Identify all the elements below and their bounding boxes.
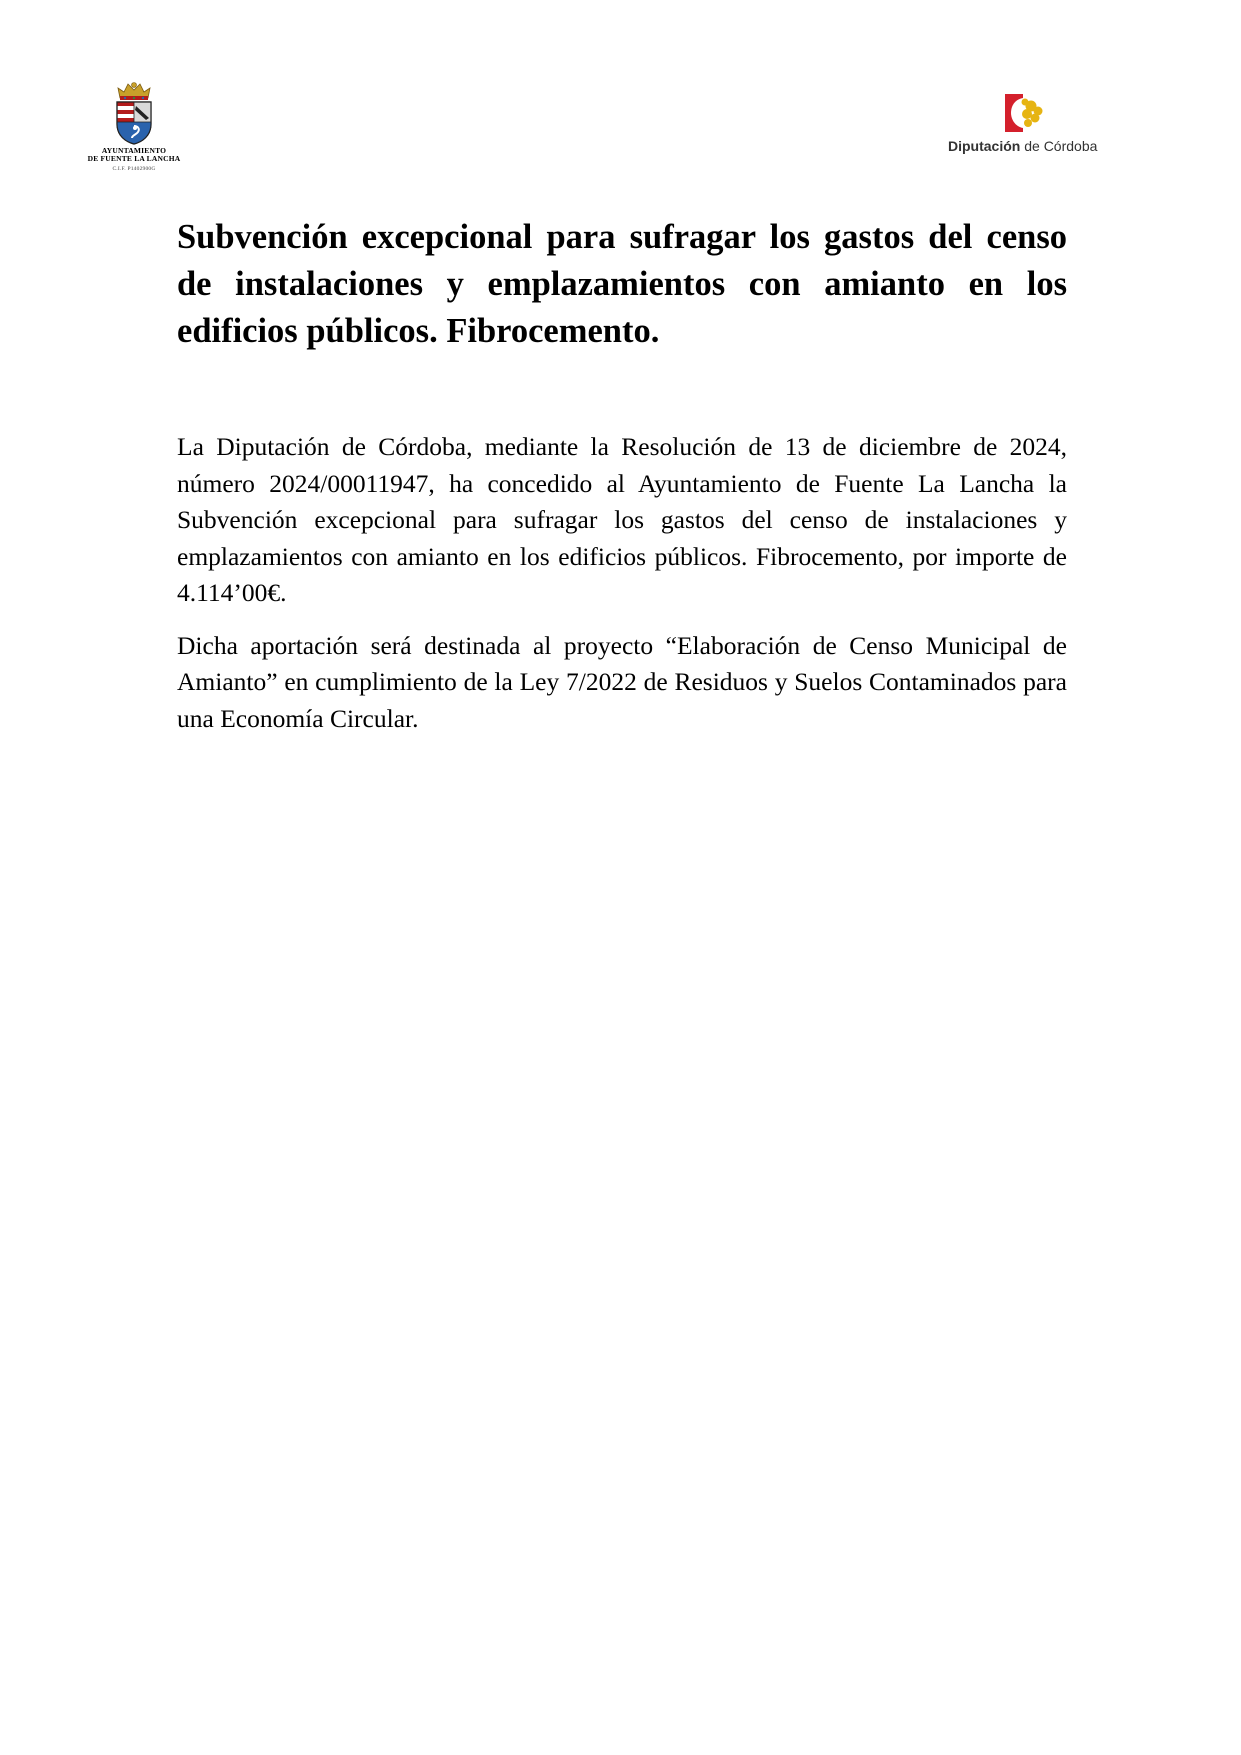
ayuntamiento-logo-line2: DE FUENTE LA LANCHA bbox=[87, 154, 181, 163]
ayuntamiento-logo-cif: C.I.F. P1402900G bbox=[112, 166, 156, 172]
coat-of-arms-icon bbox=[108, 80, 160, 146]
paragraph-resolution: La Diputación de Córdoba, mediante la Resolución de 13 de diciembre de 2024, número 2024/00011947, ha concedido al Ayuntamiento de Fuente La Lancha la Subvención excepcional para sufragar los gastos del censo de instalaciones y emplazamientos con amianto en los edificios públicos. Fibrocemento, por importe de 4.114’00€. bbox=[177, 432, 1067, 607]
diputacion-logo-text bbox=[948, 138, 1108, 154]
diputacion-mark-icon bbox=[1005, 94, 1043, 132]
ayuntamiento-logo-line1: AYUNTAMIENTO bbox=[101, 146, 167, 155]
page-header bbox=[0, 0, 1241, 190]
paragraph-project: Dicha aportación será destinada al proyecto “Elaboración de Censo Municipal de Amianto” en cumplimiento de la Ley 7/2022 de Residuos y Suelos Contaminados para una Economía Circular. bbox=[177, 630, 1067, 733]
diputacion-logo bbox=[948, 94, 1108, 156]
document-body bbox=[177, 214, 1067, 753]
diputacion-logo-text-rest: de Córdoba bbox=[1020, 138, 1098, 154]
ayuntamiento-logo bbox=[78, 80, 190, 176]
document-title: Subvención excepcional para sufragar los gastos del censo de instalaciones y emplazamientos con amianto en los edificios públicos. Fibrocemento. bbox=[177, 218, 1067, 350]
diputacion-logo-text-bold: Diputación bbox=[948, 138, 1021, 154]
